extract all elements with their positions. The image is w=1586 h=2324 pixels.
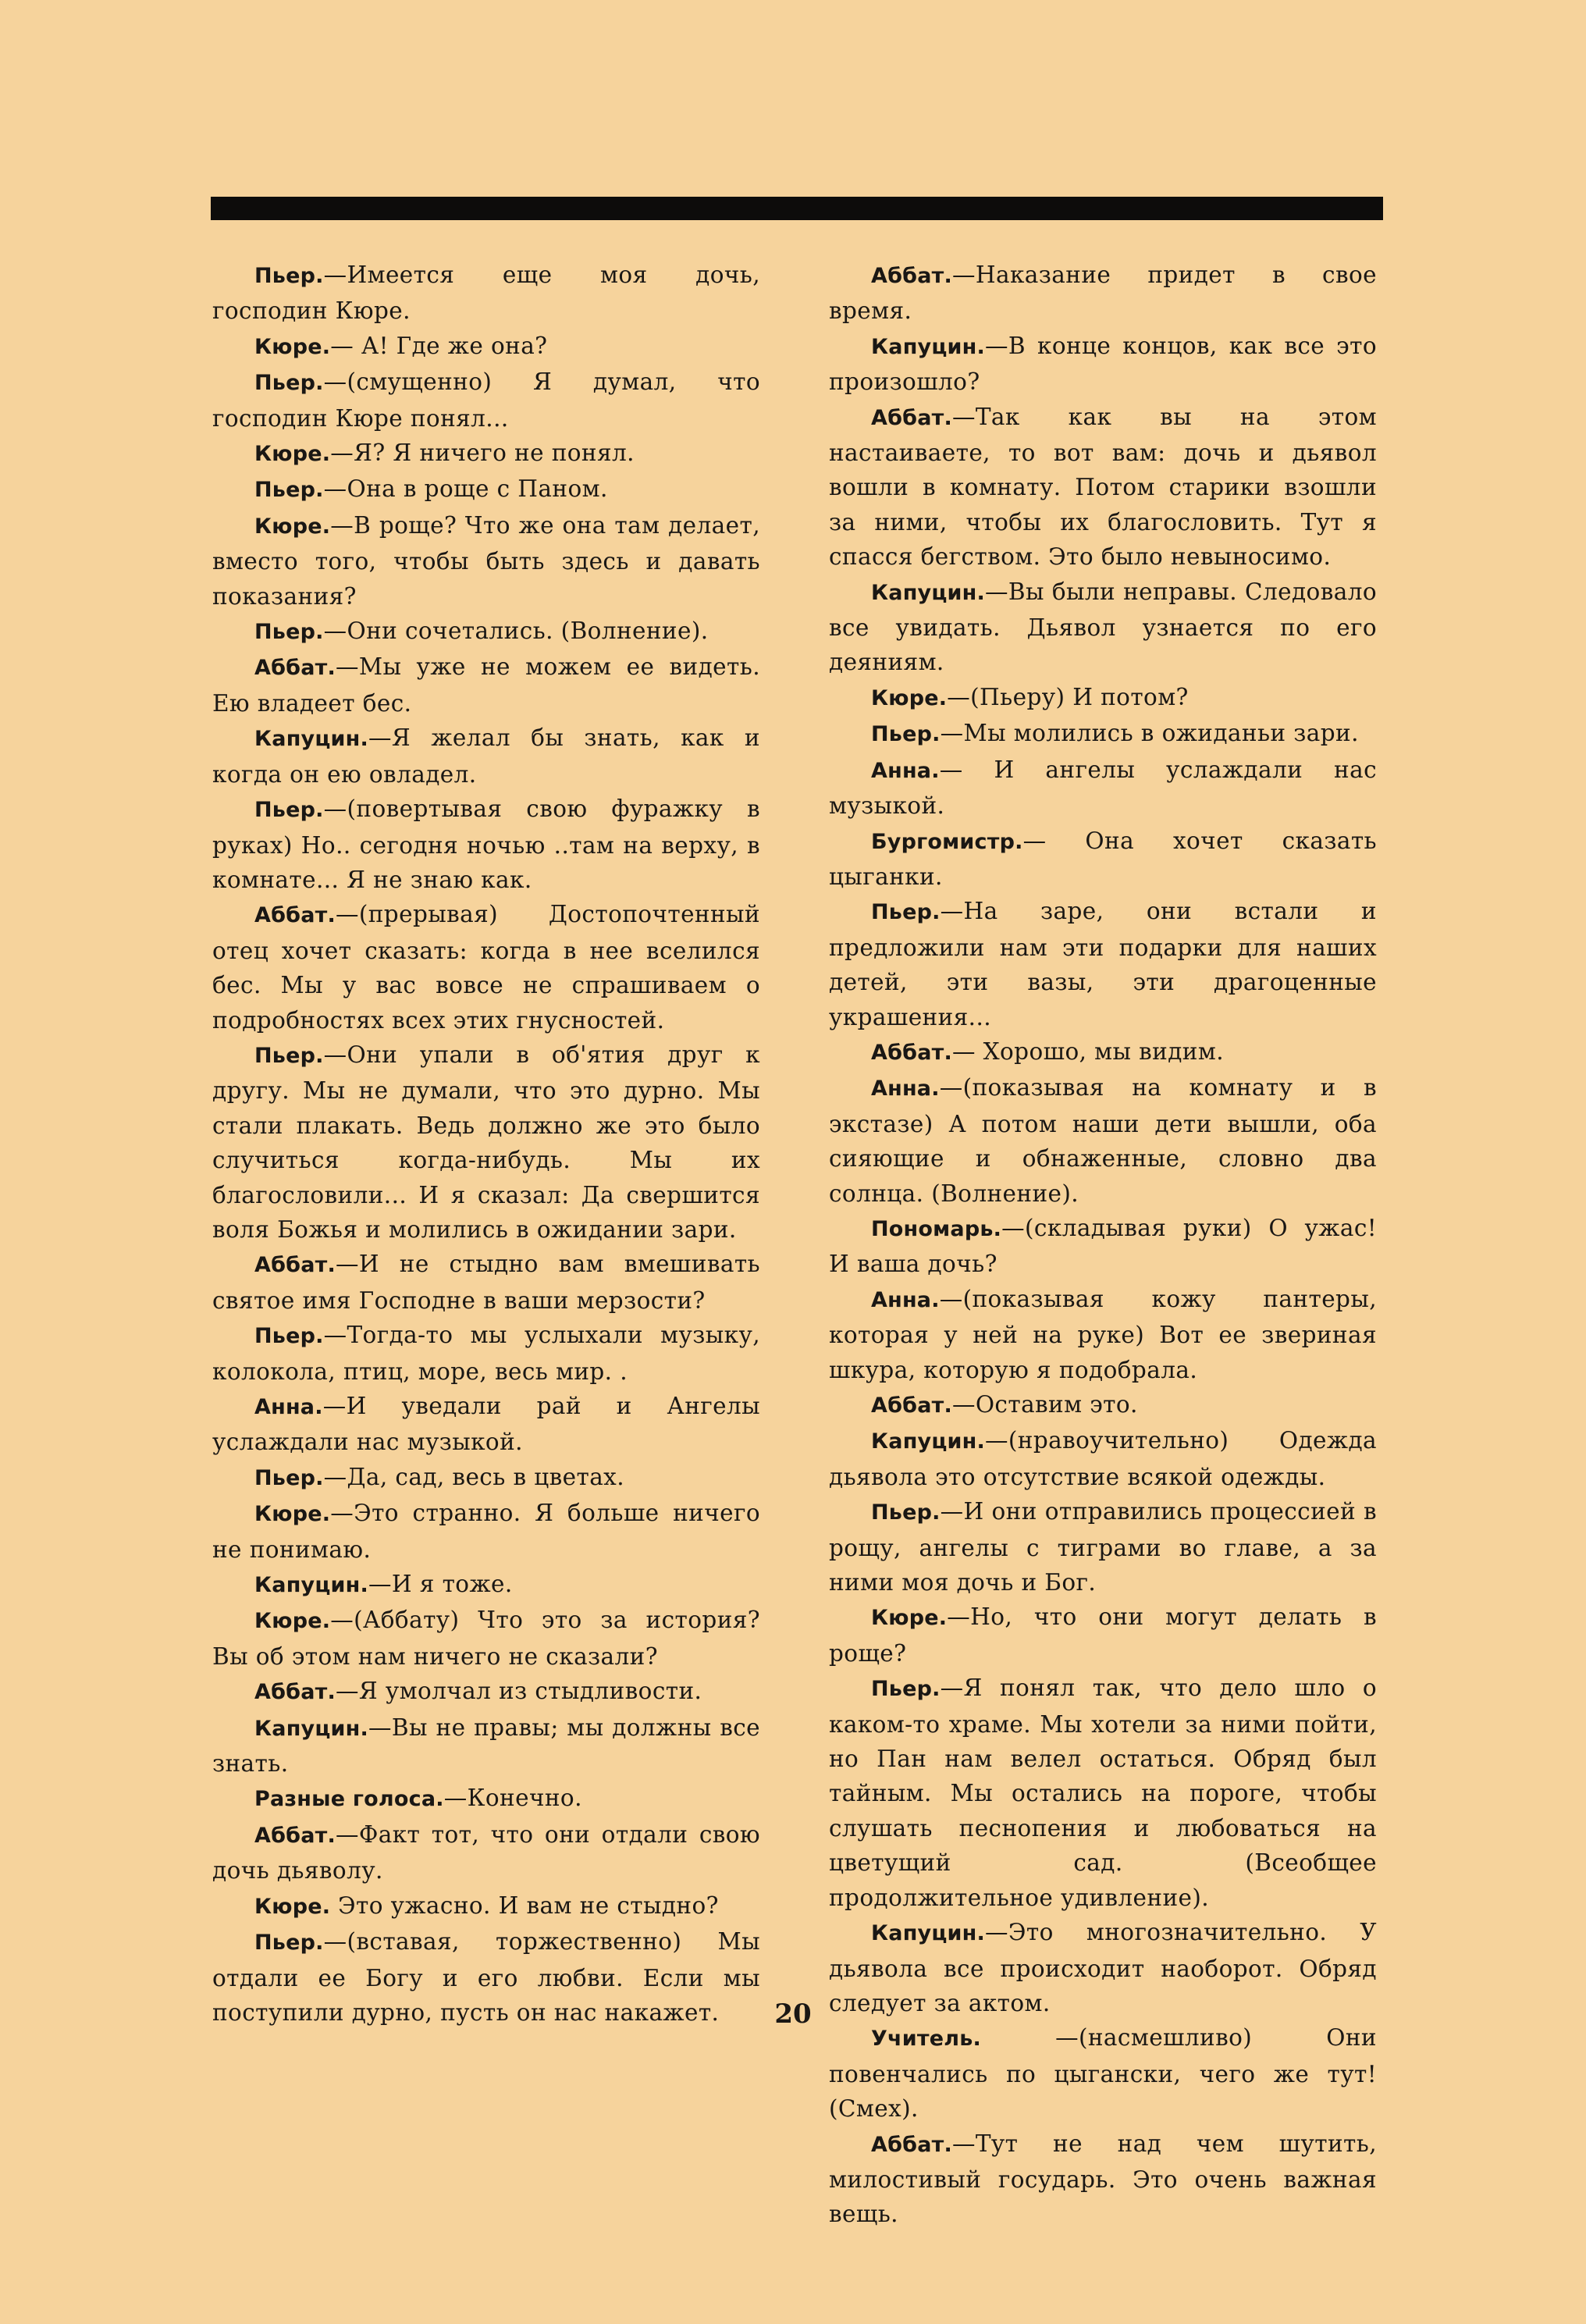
speech-text: —(складывая руки) О ужас! И ваша дочь? [829,1214,1377,1278]
speaker-name: Аббат. [871,1040,952,1065]
speaker-name: Пьер. [254,798,324,823]
speaker-name: Пьер. [871,1500,941,1525]
speaker-name: Пьер. [254,1043,324,1068]
speaker-name: Бургомистр. [871,829,1023,854]
speaker-name: Капуцин. [871,1429,985,1454]
speech-text: —Это странно. Я больше ничего не понимаю. [212,1500,760,1563]
speech-text: —Имеется еще моя дочь, господин Кюре. [212,262,760,325]
speaker-name: Кюре. [254,442,331,467]
speech-text: —(смущенно) Я думал, что господин Кюре понял... [212,368,760,432]
speech-text: —Оставим это. [951,1391,1138,1418]
speech-text: —И они отправились процессией в рощу, ангелы с тиграми во главе, а за ними моя дочь и Бог. [829,1498,1377,1596]
speaker-name: Анна. [871,1077,940,1101]
dialogue-line [829,1211,1377,1282]
dialogue-line [212,365,760,436]
speech-text: —Я желал бы знать, как и когда он ею овладел. [212,724,760,788]
dialogue-line [212,472,760,507]
speech-text: —Она в роще с Паном. [323,475,608,503]
speech-text: —Тут не над чем шутить, милостивый государь. Это очень важная вещь. [829,2130,1377,2228]
dialogue-line [212,897,760,1037]
speaker-name: Аббат. [254,1253,336,1278]
dialogue-line [829,716,1377,752]
dialogue-line [829,1600,1377,1671]
speaker-name: Кюре. [254,1502,331,1527]
speech-text: —(прерывая) Достопочтенный отец хочет сказать: когда в нее вселился бес. Мы у вас вовсе не спрашиваем о подробностях всех этих гнусностей. [212,901,760,1034]
speaker-name: Капуцин. [254,1573,368,1598]
speaker-name: Капуцин. [254,1716,368,1741]
speech-text: —Вы были неправы. Следовало все увидать. Дьявол узнается по его деяниям. [829,578,1377,676]
speech-text: —В роще? Что же она там делает, вместо того, чтобы быть здесь и давать показания? [212,511,760,610]
speaker-name: Кюре. [254,514,331,539]
dialogue-line [212,1037,760,1247]
speaker-name: Пьер. [254,620,324,645]
speaker-name: Аббат. [871,264,952,288]
speech-text: —Мы молились в ожиданьи зари. [940,720,1359,747]
dialogue-line [212,329,760,365]
speech-text: —(насмешливо) Они повенчались по цыгански, чего же тут! (Смех). [829,2024,1377,2123]
speech-text: —Но, что они могут делать в роще? [829,1603,1377,1667]
dialogue-line [829,894,1377,1034]
dialogue-line [212,792,760,897]
speech-text: —На заре, они встали и предложили нам эти подарки для наших детей, эти вазы, эти драгоценные украшения... [829,898,1377,1030]
speaker-name: Кюре. [254,334,331,359]
speech-text: —И уведали рай и Ангелы услаждали нас музыкой. [212,1393,760,1456]
speaker-name: Учитель. [871,2027,981,2052]
speech-text: —Конечно. [443,1785,582,1812]
dialogue-line [829,258,1377,329]
speech-text: —(Пьеру) И потом? [947,683,1189,710]
speaker-name: Кюре. [871,1606,948,1631]
speech-text: —(показывая кожу пантеры, которая у ней на руке) Вот ее звериная шкура, которую я подобрала. [829,1285,1377,1383]
left-column [212,258,760,2030]
dialogue-line [829,680,1377,716]
speaker-name: Аббат. [871,1393,952,1418]
dialogue-line [212,650,760,721]
speech-text: —Тогда-то мы услыхали музыку, колокола, птиц, море, весь мир. . [212,1322,760,1385]
speech-text: —Это многозначительно. У дьявола все происходит наоборот. Обряд следует за актом. [829,1919,1377,2016]
speech-text: —(повертывая свою фуражку в руках) Но.. сегодня ночью ..там на верху, в комнате... Я не знаю как. [212,795,760,893]
speech-text: —Я? Я ничего не понял. [330,440,635,467]
speech-text: —Они сочетались. (Волнение). [323,617,709,645]
dialogue-line [212,1710,760,1781]
speech-text: —Так как вы на этом настаиваете, то вот вам: дочь и дьявол вошли в комнату. Потом старики взошли за ними, чтобы их благословить. Тут я спасся бегством. Это было невыносимо. [829,403,1377,571]
dialogue-line [829,1423,1377,1494]
speech-text: —(вставая, торжественно) Мы отдали ее Богу и его любви. Если мы поступили дурно, пусть он нас накажет. [212,1928,760,2026]
speaker-name: Пьер. [871,1677,941,1702]
dialogue-line [829,1387,1377,1423]
speaker-name: Кюре. [871,685,948,710]
speech-text: —Они упали в об'ятия друг к другу. Мы не думали, что это дурно. Мы стали плакать. Ведь должно же это было случиться когда-нибудь. Мы их благословили... И я сказал: Да свершится воля Божья и молились в ожидании зари. [212,1041,760,1243]
speech-text: — А! Где же она? [330,332,548,359]
speaker-name: Пьер. [254,371,324,396]
speech-text: —И я тоже. [368,1571,513,1598]
speaker-name: Пономарь. [871,1216,1002,1241]
speaker-name: Капуцин. [871,1921,985,1946]
speech-text: —(показывая на комнату и в экстазе) А потом наши дети вышли, оба сияющие и обнаженные, словно два солнца. (Волнение). [829,1074,1377,1207]
page-number: 20 [774,1998,812,2030]
dialogue-line [829,1070,1377,1211]
dialogue-line [829,575,1377,680]
dialogue-line [829,1494,1377,1600]
speaker-name: Пьер. [254,264,324,288]
speech-text: —Мы уже не можем ее видеть. Ею владеет бес. [212,653,760,717]
speaker-name: Аббат. [871,405,952,430]
dialogue-line [829,1671,1377,1915]
dialogue-line [212,1389,760,1460]
dialogue-line [829,329,1377,400]
speaker-name: Аббат. [254,656,336,681]
speech-text: —(нравоучительно) Одежда дьявола это отсутствие всякой одежды. [829,1427,1377,1490]
speaker-name: Капуцин. [871,334,985,359]
dialogue-line [829,2126,1377,2232]
speaker-name: Анна. [254,1395,323,1419]
dialogue-line [212,508,760,614]
speech-text: —Я понял так, что дело шло о каком-то храме. Мы хотели за ними пойти, но Пан нам велел остаться. Обряд был тайным. Мы остались на пороге, чтобы слушать песнопения и любоваться на цветущий сад. (Всеобщее продолжительное удивление). [829,1674,1377,1911]
speaker-name: Капуцин. [871,580,985,605]
speech-text: —В конце концов, как все это произошло? [829,332,1377,396]
speech-text: — Хорошо, мы видим. [951,1037,1224,1065]
dialogue-line [212,258,760,329]
dialogue-line [212,1888,760,1924]
speaker-name: Пьер. [871,722,941,747]
speaker-name: Аббат. [254,1680,336,1705]
dialogue-line [212,614,760,650]
speaker-name: Разные голоса. [254,1787,444,1812]
speech-text: —Я умолчал из стыдливости. [335,1678,702,1705]
dialogue-line [829,753,1377,824]
dialogue-line [829,1034,1377,1070]
dialogue-line [212,721,760,792]
dialogue-line [829,400,1377,575]
speaker-name: Анна. [871,1287,940,1312]
dialogue-line [212,1496,760,1567]
speech-text: —(Аббату) Что это за история? Вы об этом нам ничего не сказали? [212,1607,760,1670]
dialogue-line [829,824,1377,895]
speaker-name: Пьер. [254,1324,324,1349]
speaker-name: Аббат. [254,1823,336,1848]
speech-text: Это ужасно. И вам не стыдно? [330,1892,719,1919]
speaker-name: Кюре. [254,1894,331,1919]
dialogue-line [212,1674,760,1710]
speaker-name: Пьер. [871,900,941,925]
speech-text: — И ангелы услаждали нас музыкой. [829,756,1377,820]
dialogue-line [212,1567,760,1603]
speech-text: —Да, сад, весь в цветах. [323,1463,625,1490]
dialogue-line [212,1603,760,1674]
speaker-name: Капуцин. [254,727,368,752]
speech-text: —Наказание придет в свое время. [829,262,1377,325]
speaker-name: Анна. [871,758,940,783]
speech-text: —Факт тот, что они отдали свою дочь дьяволу. [212,1820,760,1884]
speaker-name: Пьер. [254,1931,324,1956]
speech-text: — Она хочет сказать цыганки. [829,827,1377,890]
top-rule [211,197,1383,220]
speech-text: —И не стыдно вам вмешивать святое имя Господне в ваши мерзости? [212,1251,760,1314]
dialogue-line [212,1247,760,1318]
dialogue-line [212,1318,760,1389]
speaker-name: Пьер. [254,478,324,503]
speaker-name: Аббат. [254,903,336,928]
speech-text: —Вы не правы; мы должны все знать. [212,1714,760,1778]
dialogue-line [829,2020,1377,2126]
right-column [829,258,1377,2232]
dialogue-line [212,1781,760,1817]
dialogue-line [212,436,760,472]
dialogue-line [212,1817,760,1888]
dialogue-line [829,1282,1377,1387]
speaker-name: Аббат. [871,2132,952,2157]
speaker-name: Кюре. [254,1609,331,1634]
speaker-name: Пьер. [254,1465,324,1490]
dialogue-line [212,1460,760,1496]
